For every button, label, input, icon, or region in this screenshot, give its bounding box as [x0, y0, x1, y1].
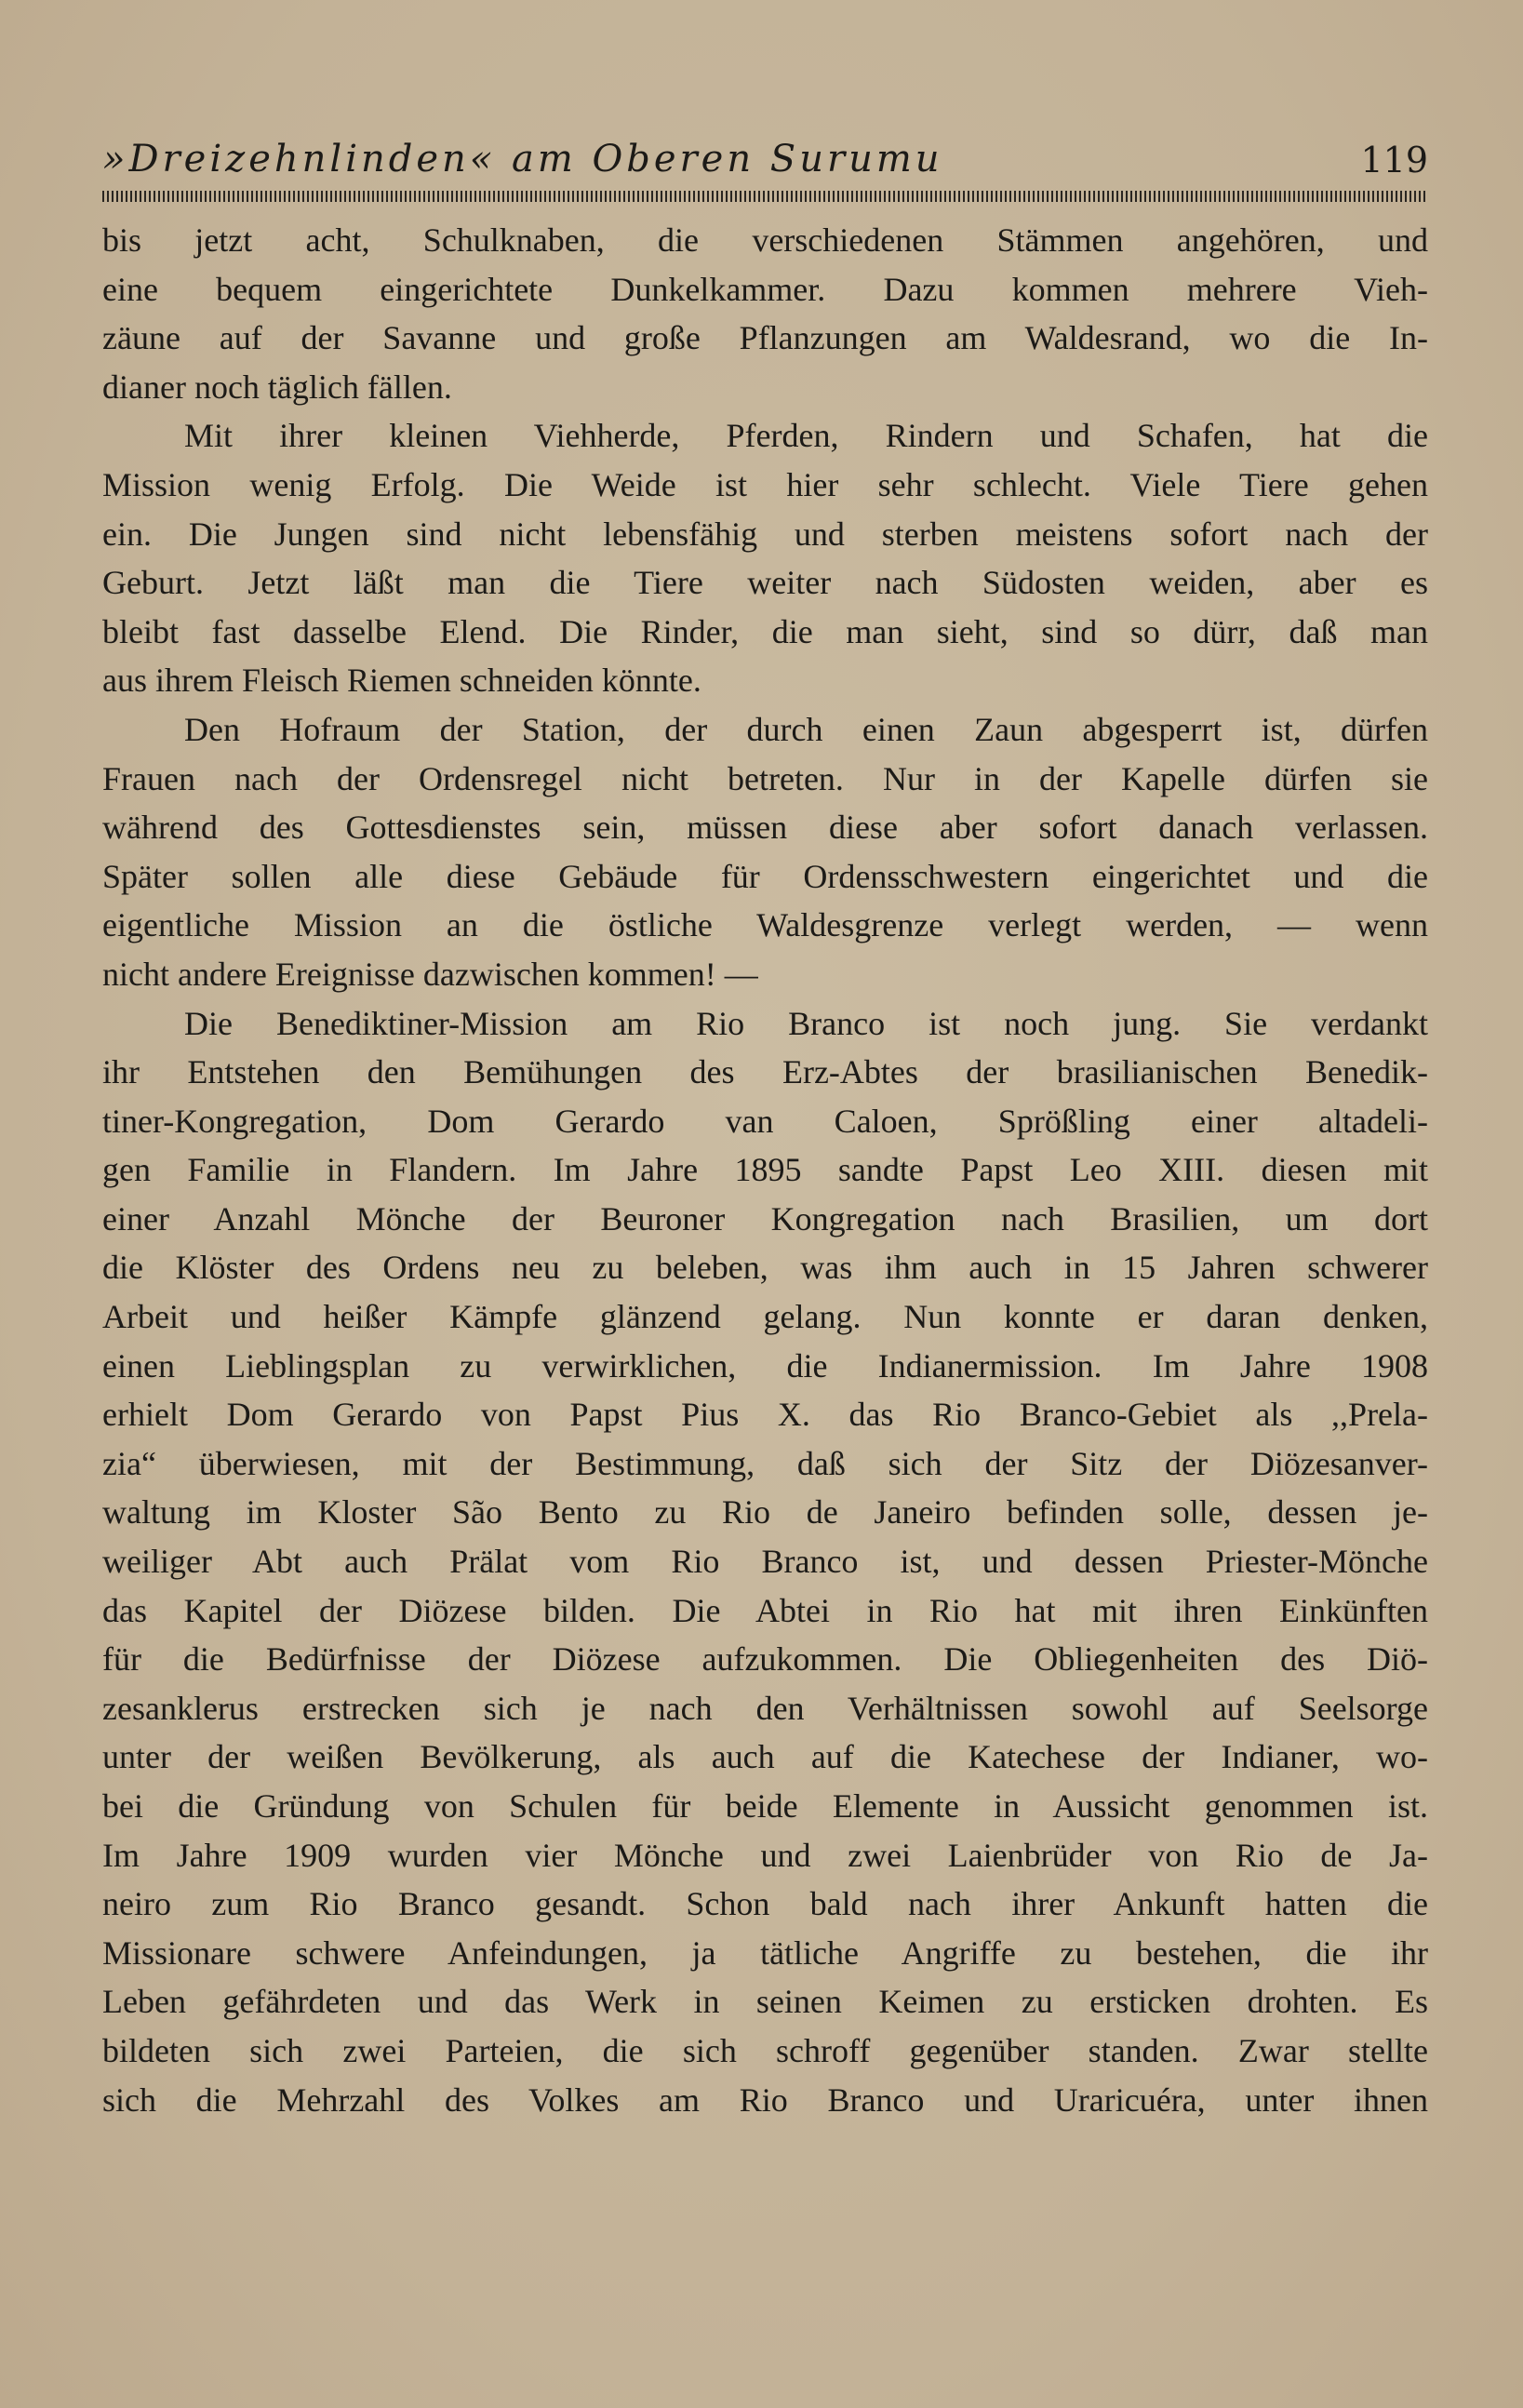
- text-line: erhielt Dom Gerardo von Papst Pius X. das Rio Branco-Gebiet als ,,Prela-: [102, 1396, 1428, 1434]
- text-line: weiliger Abt auch Prälat vom Rio Branco ist, und dessen Priester-Mönche: [102, 1543, 1428, 1581]
- text-line: Arbeit und heißer Kämpfe glänzend gelang. Nun konnte er daran denken,: [102, 1298, 1428, 1336]
- text-line: bleibt fast dasselbe Elend. Die Rinder, die man sieht, sind so dürr, daß man: [102, 612, 1428, 650]
- text-line: eine bequem eingerichtete Dunkelkammer. Dazu kommen mehrere Vieh-: [102, 270, 1428, 308]
- text-line: Frauen nach der Ordensregel nicht betreten. Nur in der Kapelle dürfen sie: [102, 759, 1428, 797]
- text-line: Geburt. Jetzt läßt man die Tiere weiter nach Südosten weiden, aber es: [102, 564, 1428, 602]
- paragraph-first-line: Den Hofraum der Station, der durch einen Zaun abgesperrt ist, dürfen: [184, 710, 1428, 748]
- text-line: tiner-Kongregation, Dom Gerardo van Caloen, Sprößling einer altadeli-: [102, 1102, 1428, 1140]
- paragraph-first-line: Mit ihrer kleinen Viehherde, Pferden, Rindern und Schafen, hat die: [184, 417, 1428, 455]
- text-line: waltung im Kloster São Bento zu Rio de Janeiro befinden solle, dessen je-: [102, 1493, 1428, 1532]
- text-line: sich die Mehrzahl des Volkes am Rio Branco und Uraricuéra, unter ihnen: [102, 2080, 1428, 2119]
- text-line: bei die Gründung von Schulen für beide Elemente in Aussicht genommen ist.: [102, 1787, 1428, 1825]
- text-line: einen Lieblingsplan zu verwirklichen, die Indianermission. Im Jahre 1908: [102, 1346, 1428, 1385]
- text-line: das Kapitel der Diözese bilden. Die Abtei in Rio hat mit ihren Einkünften: [102, 1591, 1428, 1629]
- text-line: neiro zum Rio Branco gesandt. Schon bald nach ihrer Ankunft hatten die: [102, 1885, 1428, 1923]
- text-line: Mission wenig Erfolg. Die Weide ist hier sehr schlecht. Viele Tiere gehen: [102, 465, 1428, 503]
- running-title: »Dreizehnlinden« am Oberen Surumu: [102, 138, 943, 181]
- text-line: zesanklerus erstrecken sich je nach den Verhältnissen sowohl auf Seelsorge: [102, 1689, 1428, 1727]
- text-line: einer Anzahl Mönche der Beuroner Kongregation nach Brasilien, um dort: [102, 1199, 1428, 1237]
- running-head: [102, 138, 1428, 194]
- text-line: zia“ überwiesen, mit der Bestimmung, daß sich der Sitz der Diözesanver-: [102, 1444, 1428, 1482]
- text-line: bis jetzt acht, Schulknaben, die verschiedenen Stämmen angehören, und: [102, 221, 1428, 259]
- text-line: Später sollen alle diese Gebäude für Ordensschwestern eingerichtet und die: [102, 857, 1428, 895]
- text-line: ein. Die Jungen sind nicht lebensfähig und sterben meistens sofort nach der: [102, 515, 1428, 553]
- body-text: [102, 216, 1428, 2124]
- text-line: ihr Entstehen den Bemühungen des Erz-Abtes der brasilianischen Benedik-: [102, 1053, 1428, 1091]
- text-line: eigentliche Mission an die östliche Waldesgrenze verlegt werden, — wenn: [102, 906, 1428, 944]
- text-line: nicht andere Ereignisse dazwischen kommen! —: [102, 955, 758, 993]
- text-line: während des Gottesdienstes sein, müssen diese aber sofort danach verlassen.: [102, 809, 1428, 847]
- text-line: Im Jahre 1909 wurden vier Mönche und zwei Laienbrüder von Rio de Ja-: [102, 1836, 1428, 1874]
- text-line: die Klöster des Ordens neu zu beleben, was ihm auch in 15 Jahren schwerer: [102, 1249, 1428, 1287]
- text-line: zäune auf der Savanne und große Pflanzungen am Waldesrand, wo die In-: [102, 319, 1428, 357]
- text-line: bildeten sich zwei Parteien, die sich schroff gegenüber standen. Zwar stellte: [102, 2031, 1428, 2069]
- text-line: Leben gefährdeten und das Werk in seinen Keimen zu ersticken drohten. Es: [102, 1983, 1428, 2021]
- text-line: Missionare schwere Anfeindungen, ja tätliche Angriffe zu bestehen, die ihr: [102, 1933, 1428, 1972]
- text-line: aus ihrem Fleisch Riemen schneiden könnte.: [102, 662, 701, 700]
- text-line: dianer noch täglich fällen.: [102, 368, 452, 406]
- header-rule: [102, 191, 1428, 202]
- text-line: für die Bedürfnisse der Diözese aufzukommen. Die Obliegenheiten des Diö-: [102, 1640, 1428, 1679]
- paragraph-first-line: Die Benediktiner-Mission am Rio Branco ist noch jung. Sie verdankt: [184, 1004, 1428, 1042]
- text-line: gen Familie in Flandern. Im Jahre 1895 sandte Papst Leo XIII. diesen mit: [102, 1151, 1428, 1189]
- text-line: unter der weißen Bevölkerung, als auch auf die Katechese der Indianer, wo-: [102, 1738, 1428, 1776]
- page-number: 119: [1360, 140, 1428, 181]
